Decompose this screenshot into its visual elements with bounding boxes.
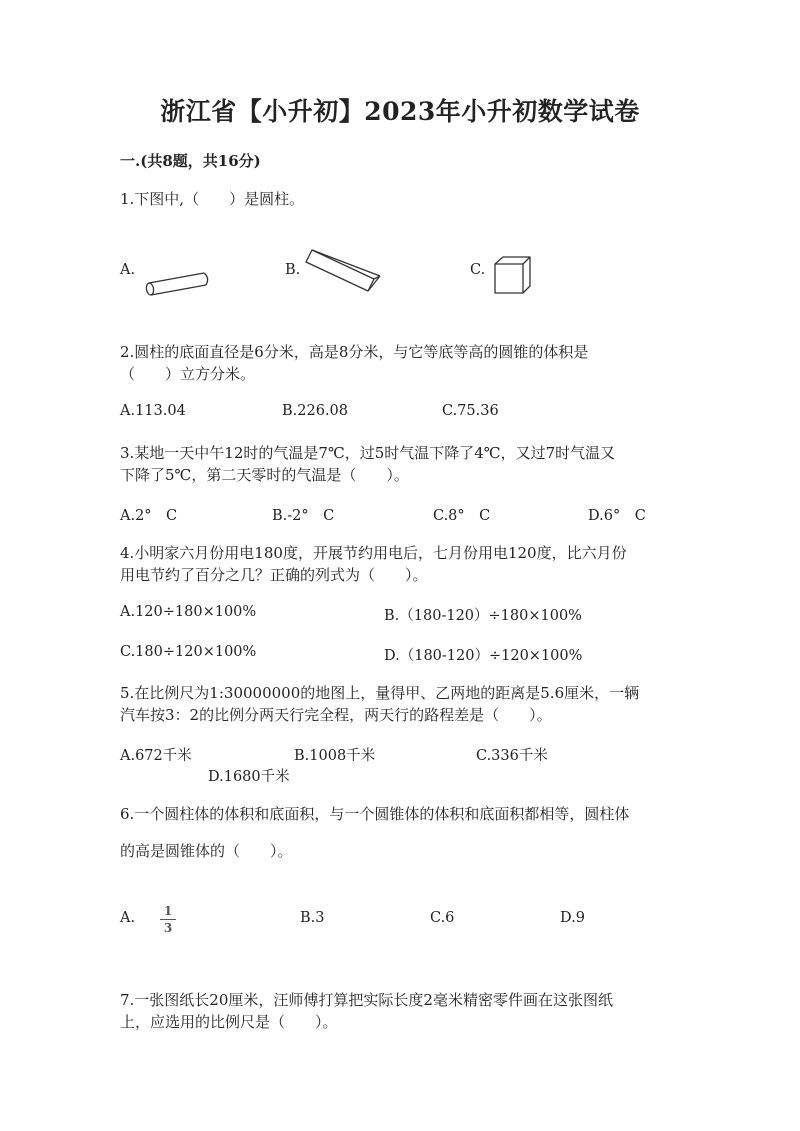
q2-option-a[interactable]: A.113.04 bbox=[120, 403, 186, 419]
q6-option-a-label[interactable]: A. bbox=[120, 910, 136, 926]
q2-option-c[interactable]: C.75.36 bbox=[442, 403, 499, 419]
question-6-line-1: 6.一个圆柱体的体积和底面积，与一个圆锥体的体积和底面积都相等，圆柱体 bbox=[120, 805, 630, 823]
q4-option-a[interactable]: A.120÷180×100% bbox=[120, 604, 257, 620]
q4-option-c[interactable]: C.180÷120×100% bbox=[120, 644, 257, 660]
question-2-line-1: 2.圆柱的底面直径是6分米，高是8分米，与它等底等高的圆锥的体积是 bbox=[120, 343, 589, 361]
question-7-line-2: 上，应选用的比例尺是（ ）。 bbox=[120, 1013, 338, 1031]
q5-option-a[interactable]: A.672千米 bbox=[120, 748, 192, 764]
question-5-line-2: 汽车按3：2的比例分两天行完全程，两天行的路程差是（ ）。 bbox=[120, 706, 552, 724]
section-header: 一.(共8题，共16分) bbox=[120, 152, 261, 170]
q1-option-c-label[interactable]: C. bbox=[470, 262, 486, 278]
q3-option-b[interactable]: B.-2° C bbox=[272, 508, 335, 524]
question-3-line-2: 下降了5℃，第二天零时的气温是（ ）。 bbox=[120, 466, 409, 484]
q3-option-a[interactable]: A.2° C bbox=[120, 508, 178, 524]
cylinder-icon bbox=[140, 268, 212, 300]
cube-icon bbox=[492, 254, 534, 296]
q1-option-b-label[interactable]: B. bbox=[285, 262, 301, 278]
q5-option-d[interactable]: D.1680千米 bbox=[208, 769, 290, 785]
question-1-stem: 1.下图中,（ ）是圆柱。 bbox=[120, 190, 305, 208]
question-2-line-2: （ ）立方分米。 bbox=[120, 365, 256, 383]
fraction-bar bbox=[160, 919, 176, 920]
q6-option-a-fraction bbox=[160, 904, 176, 935]
question-4-line-1: 4.小明家六月份用电180度，开展节约用电后，七月份用电120度，比六月份 bbox=[120, 544, 627, 562]
page-title: 浙江省【小升初】2023年小升初数学试卷 bbox=[160, 97, 640, 126]
q3-option-d[interactable]: D.6° C bbox=[588, 508, 646, 524]
question-4-line-2: 用电节约了百分之几？正确的列式为（ ）。 bbox=[120, 566, 428, 584]
q5-option-b[interactable]: B.1008千米 bbox=[294, 748, 376, 764]
q2-option-b[interactable]: B.226.08 bbox=[282, 403, 349, 419]
question-5-line-1: 5.在比例尺为1:30000000的地图上，量得甲、乙两地的距离是5.6厘米，一辆 bbox=[120, 684, 640, 702]
q4-option-b[interactable]: B.（180-120）÷180×100% bbox=[384, 608, 582, 624]
q5-option-c[interactable]: C.336千米 bbox=[476, 748, 548, 764]
question-7-line-1: 7.一张图纸长20厘米，汪师傅打算把实际长度2毫米精密零件画在这张图纸 bbox=[120, 991, 613, 1009]
question-3-line-1: 3.某地一天中午12时的气温是7℃，过5时气温下降了4℃，又过7时气温又 bbox=[120, 444, 616, 462]
fraction-denominator: 3 bbox=[163, 921, 173, 935]
fraction-numerator: 1 bbox=[163, 904, 173, 918]
q1-option-a-label[interactable]: A. bbox=[120, 262, 136, 278]
triangular-prism-icon bbox=[300, 246, 386, 296]
q4-option-d[interactable]: D.（180-120）÷120×100% bbox=[384, 648, 583, 664]
question-6-line-2: 的高是圆锥体的（ ）。 bbox=[120, 842, 293, 860]
q6-option-c[interactable]: C.6 bbox=[430, 910, 455, 926]
q6-option-d[interactable]: D.9 bbox=[560, 910, 585, 926]
q3-option-c[interactable]: C.8° C bbox=[433, 508, 491, 524]
q6-option-b[interactable]: B.3 bbox=[300, 910, 325, 926]
